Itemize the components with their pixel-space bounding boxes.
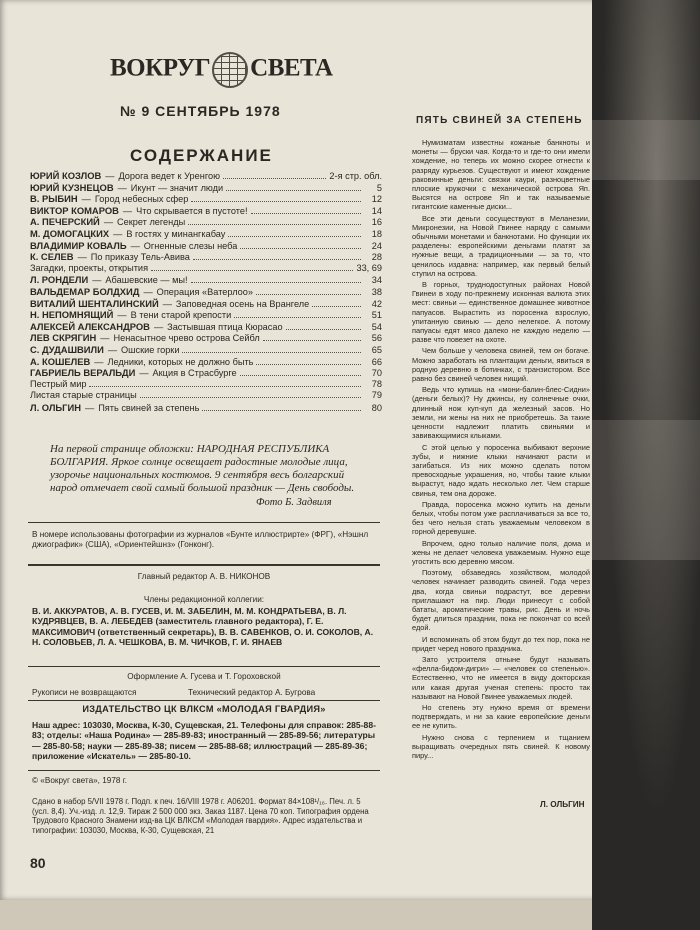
chief-editor: Главный редактор А. В. НИКОНОВ xyxy=(137,572,271,581)
toc-dash: — xyxy=(117,182,127,193)
toc-author: С. ДУДАШВИЛИ xyxy=(30,343,104,355)
article-paragraph: В горных, труднодоступных районах Новой Гвинеи в ходу по-прежнему исконная валюта этих мест: свиньи — единственное домашнее животное папуасов. Вырастить из поросенка взрослую, упитанную свинью — дело нелегкое. А потому папуасы едят мясо далеко не каждую неделю — разве что повезет на охоте. xyxy=(412,280,590,345)
toc-dash: — xyxy=(107,344,118,355)
issue-line: № 9 СЕНТЯБРЬ 1978 xyxy=(120,103,281,119)
toc-article-title: Секрет легенды xyxy=(117,217,186,228)
toc-entry xyxy=(30,402,382,414)
toc-dash: — xyxy=(77,252,87,263)
toc-author: А. ПЕЧЕРСКИЙ xyxy=(30,216,100,228)
manuscripts-note: Рукописи не возвращаются xyxy=(32,688,137,697)
toc-page-number: 2-я стр. обл. xyxy=(329,171,382,181)
toc-entry xyxy=(30,332,382,344)
toc-article-title: В гостях у минангкабау xyxy=(126,228,226,239)
toc-author: А. КОШЕЛЕВ xyxy=(30,355,91,367)
toc-page-number: 42 xyxy=(371,298,382,309)
toc-leader xyxy=(240,248,361,249)
design-credit: Оформление А. Гусева и Т. Гороховской xyxy=(127,672,281,681)
toc-dash: — xyxy=(153,321,164,332)
toc-leader xyxy=(140,397,361,398)
table-of-contents xyxy=(30,170,382,413)
toc-leader xyxy=(202,410,361,411)
toc-article-title: Огненные слезы неба xyxy=(143,240,238,251)
toc-page-number: 28 xyxy=(371,252,382,263)
toc-author: ЮРИЙ КОЗЛОВ xyxy=(30,170,102,181)
article-title: ПЯТЬ СВИНЕЙ ЗА СТЕПЕНЬ xyxy=(416,115,583,126)
toc-page-number: 18 xyxy=(371,228,382,239)
magazine-logo xyxy=(110,52,333,88)
toc-page-number: 65 xyxy=(371,344,382,355)
toc-entry xyxy=(30,216,382,228)
divider xyxy=(28,770,380,771)
toc-entry xyxy=(30,286,382,298)
toc-entry xyxy=(30,390,382,402)
toc-leader xyxy=(228,236,361,237)
toc-author: ЮРИЙ КУЗНЕЦОВ xyxy=(30,181,114,193)
article-paragraph: Нумизматам известны кожаные банкноты и монеты — бруски чая. Когда-то и где-то они имели хождение, но теперь их можно скорее отнести к разряду курьезов. Существуют и имеют хождение раковинные деньги: связки каури, разноцветные плоские кружочки с механической острова Яп. Высятся на острове Яп и так называемые гигантские каменные диски... xyxy=(412,138,590,212)
toc-leader xyxy=(151,270,353,271)
globe-icon xyxy=(212,52,248,88)
toc-entry xyxy=(30,298,382,310)
toc-page-number: 56 xyxy=(371,333,382,344)
imprint: Сдано в набор 5/VII 1978 г. Подп. к печ. 16/VIII 1978 г. А06201. Формат 84×108¹/₁₆. Печ. л. 5 (усл. 8,4). Уч.-изд. л. 12,9. Тираж 2 500 000 экз. Заказ 1187. Цена 70 коп. Типография ордена Трудового Красного Знамени изд-ва ЦК ВЛКСМ «Молодая гвардия». Адрес издательства и типографии: 103030, Москва, К-30, Сущевская, 21 xyxy=(32,797,369,835)
toc-article-title: Акция в Страсбурге xyxy=(152,368,237,379)
toc-dash: — xyxy=(162,298,172,309)
toc-author: ВИТАЛИЙ ШЕНТАЛИНСКИЙ xyxy=(30,297,159,309)
toc-entry xyxy=(30,193,382,205)
toc-dash: — xyxy=(105,171,115,181)
address-block: Наш адрес: 103030, Москва, К-30, Сущевская, 21. Телефоны для справок: 285-88-83; отделы: «Наша Родина» — 285-89-83; иностранный — 285-89-56; литературы — 285-80-58; науки — 285-89-38; писем — 285-88-68; иллюстраций — 285-89-36; приложение «Искатель» — 285-80-10. xyxy=(32,720,376,762)
photo-highlight xyxy=(592,420,700,560)
toc-dash: — xyxy=(100,333,110,344)
toc-article-title: Икунт — значит люди xyxy=(130,182,224,193)
toc-entry xyxy=(30,309,382,321)
publisher: ИЗДАТЕЛЬСТВО ЦК ВЛКСМ «МОЛОДАЯ ГВАРДИЯ» xyxy=(82,704,326,714)
toc-entry xyxy=(30,367,382,379)
toc-author: В. РЫБИН xyxy=(30,193,78,205)
cover-note: На первой странице обложки: НАРОДНАЯ РЕСПУБЛИКА БОЛГАРИЯ. Яркое солнце освещает радостные молодые лица, узорочье национальных костюмов. 9 сентября весь болгарский народ отмечает свой самый большой праздник — День свободы. xyxy=(50,443,355,494)
toc-dash: — xyxy=(122,205,133,216)
article-paragraph: Нужно снова с терпением и тщанием выращивать очередных пять свиней. К новому пиру... xyxy=(412,732,590,760)
toc-entry xyxy=(30,228,382,240)
article-paragraph: Зато устроителя отныне будут называть «фелла-бидом-дигри» — «человек со степенью». Естественно, что не имеется в виду докторская или какая другая ученая степень: просто так называют на Новой Гвинее уважаемых людей. xyxy=(412,654,590,701)
toc-leader xyxy=(182,352,361,353)
toc-article-title: Загадки, проекты, открытия xyxy=(30,262,149,273)
toc-page-number: 12 xyxy=(371,194,382,205)
toc-title: СОДЕРЖАНИЕ xyxy=(130,146,273,165)
board-heading: Члены редакционной коллегии: xyxy=(143,595,265,604)
toc-page-number: 66 xyxy=(371,356,382,367)
toc-entry xyxy=(30,379,382,391)
toc-page-number: 38 xyxy=(371,286,382,297)
cover-photo-credit: Фото Б. Задвиля xyxy=(256,497,332,508)
toc-article-title: В тени старой крепости xyxy=(130,310,232,321)
article-paragraph: С этой целью у поросенка выбивают верхние зубы, и нижние клыки начинают расти и загибаться. Из них можно сделать потом превосходные украшения, но, чтобы такие клыки вырастут, надо ждать несколько лет. Чем старше свинья, тем она дороже. xyxy=(412,442,590,498)
divider xyxy=(28,666,380,667)
toc-author: ВАЛЬДЕМАР БОЛДХИД xyxy=(30,285,140,297)
toc-article-title: Ненасытное чрево острова Сейбл xyxy=(113,333,260,344)
toc-entry xyxy=(30,182,382,194)
toc-article-title: Что скрывается в пустоте! xyxy=(136,205,248,216)
toc-leader xyxy=(191,282,361,283)
toc-article-title: Абашевские — мы! xyxy=(105,275,188,286)
toc-dash: — xyxy=(113,228,123,239)
toc-dash: — xyxy=(94,356,104,367)
article-paragraph: Впрочем, одно только наличие поля, дома и жены не делает человека уважаемым. Нужно еще угостить всю деревню мясом. xyxy=(412,538,590,566)
toc-author: Л. ОЛЬГИН xyxy=(30,401,81,413)
toc-leader xyxy=(256,364,361,365)
article-byline: Л. ОЛЬГИН xyxy=(540,800,585,809)
toc-leader xyxy=(286,329,361,330)
toc-page-number: 70 xyxy=(371,368,382,379)
toc-entry xyxy=(30,263,382,275)
toc-dash: — xyxy=(143,286,153,297)
toc-page-number: 33, 69 xyxy=(356,262,382,273)
toc-entry xyxy=(30,356,382,368)
toc-page-number: 14 xyxy=(371,205,382,216)
toc-page-number: 78 xyxy=(371,378,382,389)
toc-dash: — xyxy=(103,217,113,228)
toc-page-number: 24 xyxy=(371,240,382,251)
article-paragraph: И вспоминать об этом будут до тех пор, пока не придет черед нового праздника. xyxy=(412,634,590,653)
toc-article-title: Пестрый мир xyxy=(30,378,87,389)
toc-dash: — xyxy=(139,368,149,379)
toc-article-title: Застывшая птица Кюрасао xyxy=(167,321,283,332)
divider xyxy=(28,700,380,701)
toc-author: ГАБРИЕЛЬ ВЕРАЛЬДИ xyxy=(30,367,136,379)
logo-left-text: ВОКРУГ xyxy=(110,54,211,82)
toc-leader xyxy=(256,294,361,295)
toc-article-title: Ошские горки xyxy=(121,344,180,355)
article-paragraph: Правда, поросенка можно купить на деньги белых, чтобы потом уже расплачиваться за все то, без чего нельзя стать уважаемым человеком в горной деревушке. xyxy=(412,499,590,537)
toc-dash: — xyxy=(130,240,140,251)
toc-article-title: Ледники, которых не должно быть xyxy=(107,356,254,367)
toc-page-number: 5 xyxy=(376,182,382,193)
toc-article-title: Город небесных сфер xyxy=(94,194,189,205)
page-number: 80 xyxy=(30,855,46,871)
toc-entry xyxy=(30,251,382,263)
toc-page-number: 16 xyxy=(371,217,382,228)
toc-article-title: Операция «Ватерлоо» xyxy=(156,286,253,297)
toc-article-title: Дорога ведет к Уренгою xyxy=(118,171,220,181)
toc-leader xyxy=(188,224,361,225)
article-paragraph: Но степень эту нужно время от времени подтверждать, и ни за какие европейские деньги ее не купить. xyxy=(412,702,590,731)
toc-entry xyxy=(30,240,382,252)
toc-leader xyxy=(240,375,361,376)
logo-right-text: СВЕТА xyxy=(250,54,333,82)
toc-author: ВИКТОР КОМАРОВ xyxy=(30,204,119,216)
toc-dash: — xyxy=(92,275,102,286)
toc-page-number: 79 xyxy=(371,390,382,401)
toc-leader xyxy=(226,190,361,191)
toc-article-title: Листая старые страницы xyxy=(30,390,137,401)
article-body xyxy=(412,138,590,762)
toc-entry xyxy=(30,321,382,333)
toc-page-number: 54 xyxy=(371,321,382,332)
toc-author: Н. НЕПОМНЯЩИЙ xyxy=(30,309,114,321)
toc-entry xyxy=(30,344,382,356)
toc-author: ВЛАДИМИР КОВАЛЬ xyxy=(30,239,127,251)
technical-editor: Технический редактор А. Бугрова xyxy=(188,688,316,697)
article-paragraph: Ведь что купишь на «мони-балин-блес-Сидни» (деньги белых)? Ну джинсы, ну солнечные очки, длинный нож куп-куп да железный засов. Но земли, ни жены на них не приобретешь. За такие ценности надлежит платить свиньями и завивающимися клыками. xyxy=(412,385,590,441)
editorial-board: В. И. АККУРАТОВ, А. В. ГУСЕВ, И. М. ЗАБЕЛИН, М. М. КОНДРАТЬЕВА, В. Л. КУДРЯВЦЕВ, В. А. ЛЕБЕДЕВ (заместитель главного редактора), Г. Е. МАКСИМОВИЧ (ответственный секретарь), В. В. САВЕНКОВ, О. И. СОКОЛОВ, А. Н. СОЛОВЬЕВ, Л. А. ЧЕШКОВА, В. М. ЧИЧКОВ, Г. И. ЯНАЕВ xyxy=(32,606,374,648)
article-paragraph: Все эти деньги сосуществуют в Меланезии, Микронезии, на Новой Гвинее наряду с самыми обычными монетами и банкнотами. Но функции их разделены: европейскими деньгами платят за нужные вещи, а традиционными — за то, что ценилось издавна: например, как первый белый ступил на острова. xyxy=(412,213,590,278)
toc-author: Л. РОНДЕЛИ xyxy=(30,274,89,286)
photo-highlight xyxy=(592,120,700,180)
toc-author: АЛЕКСЕЙ АЛЕКСАНДРОВ xyxy=(30,320,150,332)
toc-leader xyxy=(223,178,326,179)
toc-entry xyxy=(30,205,382,217)
photo-credits: В номере использованы фотографии из журналов «Бунте иллюстрирте» (ФРГ), «Нэшнл джиографик» (США), «Ориентейшнз» (Гонконг). xyxy=(32,530,369,549)
article-paragraph: Поэтому, обзаведясь хозяйством, молодой человек начинает разводить свиней. Года через два, когда свиньи подрастут, все деревни приглашают на пир. Люди принесут с собой бататы, ароматические травы, рис. День и ночь будет длиться праздник, пока не покончат со всей едой. xyxy=(412,568,590,633)
copyright: © «Вокруг света», 1978 г. xyxy=(32,776,127,785)
toc-page-number: 80 xyxy=(371,402,382,413)
toc-leader xyxy=(89,386,361,387)
toc-leader xyxy=(234,317,361,318)
toc-leader xyxy=(251,213,362,214)
divider xyxy=(28,564,380,566)
toc-page-number: 34 xyxy=(371,275,382,286)
toc-dash: — xyxy=(117,310,127,321)
toc-author: М. ДОМОГАЦКИХ xyxy=(30,227,110,239)
toc-dash: — xyxy=(81,194,91,205)
facing-page-photo xyxy=(592,0,700,930)
toc-leader xyxy=(193,259,361,260)
toc-leader xyxy=(263,340,361,341)
toc-article-title: Заповедная осень на Врангеле xyxy=(175,298,310,309)
table-surface xyxy=(0,900,592,930)
toc-author: ЛЕВ СКРЯГИН xyxy=(30,332,97,344)
toc-leader xyxy=(312,306,361,307)
article-paragraph: Чем больше у человека свиней, тем он богаче. Можно заработать на плантации деньги, явиться в родную деревню в ботинках, с транзистором. Все равно без свиней человек нищий. xyxy=(412,346,590,384)
toc-article-title: Пять свиней за степень xyxy=(98,402,200,413)
toc-author: К. СЕЛЕВ xyxy=(30,251,74,263)
divider xyxy=(28,522,380,523)
toc-entry xyxy=(30,274,382,286)
toc-leader xyxy=(191,201,361,202)
toc-entry xyxy=(30,170,382,182)
toc-dash: — xyxy=(85,402,95,413)
toc-page-number: 51 xyxy=(371,310,382,321)
toc-article-title: По приказу Тель-Авива xyxy=(90,252,190,263)
